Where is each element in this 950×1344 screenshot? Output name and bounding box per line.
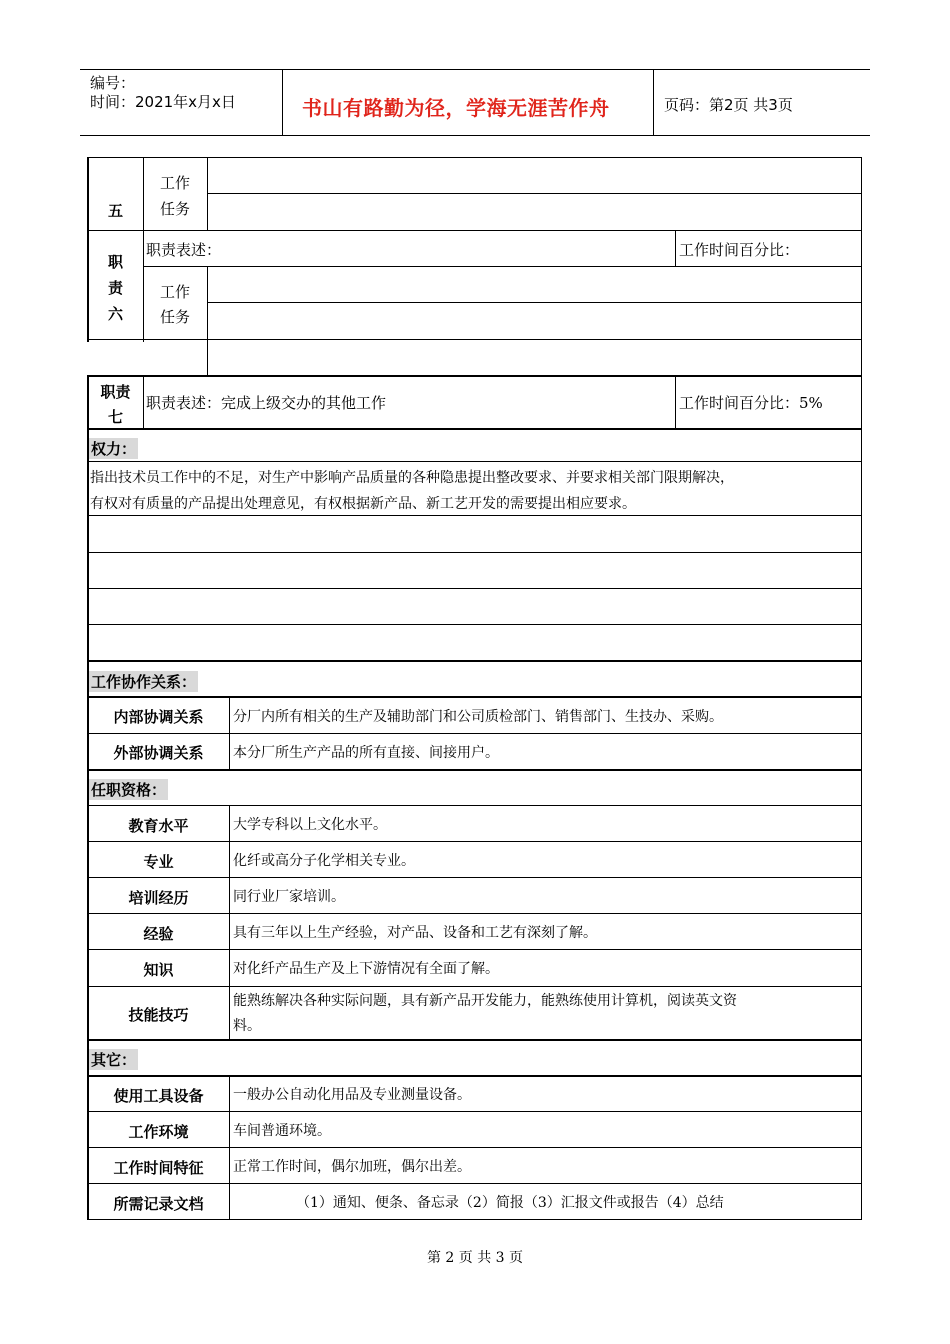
table-rule (87, 733, 862, 734)
table-rule (87, 1147, 862, 1148)
table-rule (229, 1076, 230, 1220)
records-value: （1）通知、便条、备忘录（2）简报（3）汇报文件或报告（4）总结 (296, 1195, 724, 1211)
table-rule (87, 877, 862, 878)
table-rule (143, 157, 144, 342)
header-top-rule (80, 69, 870, 70)
table-rule (87, 588, 862, 589)
duty5-label: 五 (107, 202, 123, 220)
duty6-time-percent: 工作时间百分比： (679, 241, 800, 259)
internal-coordination-value: 分厂内所有相关的生产及辅助部门和公司质检部门、销售部门、生技办、采购。 (233, 709, 723, 725)
tools-label: 使用工具设备 (113, 1087, 204, 1105)
skills-label: 技能技巧 (128, 1006, 189, 1024)
table-rule (87, 949, 862, 950)
header-divider (653, 69, 654, 135)
duty7-description: 职责表述：完成上级交办的其他工作 (146, 394, 387, 412)
document-date: 时间：2021年x月x日 (90, 93, 236, 111)
duty6-label: 责 (107, 279, 123, 297)
work-time-label: 工作时间特征 (113, 1159, 204, 1177)
cooperation-section-title: 工作协作关系： (91, 673, 197, 691)
duty6-label: 六 (107, 305, 123, 323)
table-rule (87, 157, 862, 158)
training-label: 培训经历 (128, 889, 189, 907)
knowledge-label: 知识 (143, 961, 174, 979)
external-coordination-value: 本分厂所生产产品的所有直接、间接用户。 (233, 745, 499, 761)
major-label: 专业 (143, 853, 174, 871)
other-section-title: 其它： (91, 1051, 137, 1069)
education-value: 大学专科以上文化水平。 (233, 817, 387, 833)
training-value: 同行业厂家培训。 (233, 889, 345, 905)
external-coordination-label: 外部协调关系 (113, 744, 204, 762)
header-divider (282, 69, 283, 135)
table-rule (87, 461, 862, 462)
table-rule (675, 230, 676, 267)
document-number: 编号： (90, 74, 136, 92)
table-rule (87, 913, 862, 914)
table-rule (87, 841, 862, 842)
table-rule (87, 986, 862, 987)
table-rule (207, 193, 862, 194)
table-rule (87, 696, 862, 698)
header-bottom-rule (80, 135, 870, 136)
table-rule (87, 805, 862, 806)
authority-section-title: 权力： (91, 440, 137, 458)
table-rule (207, 302, 862, 303)
duty5-task-label: 工作 (160, 174, 191, 192)
duty5-task-label: 任务 (160, 200, 191, 218)
duty7-time-percent: 工作时间百分比：5% (679, 394, 823, 412)
table-rule (675, 376, 676, 429)
table-rule (87, 624, 862, 625)
work-time-value: 正常工作时间，偶尔加班，偶尔出差。 (233, 1159, 471, 1175)
table-rule (143, 266, 862, 267)
table-rule (87, 1039, 862, 1041)
qualifications-section-title: 任职资格： (91, 781, 167, 799)
experience-value: 具有三年以上生产经验，对产品、设备和工艺有深刻了解。 (233, 925, 597, 941)
table-rule (87, 769, 862, 771)
page-indicator: 页码：第2页 共3页 (664, 96, 793, 114)
duty6-label: 职 (107, 253, 123, 271)
table-rule (87, 428, 862, 430)
skills-value: 料。 (233, 1018, 261, 1034)
environment-value: 车间普通环境。 (233, 1123, 331, 1139)
table-rule (87, 1075, 862, 1077)
table-border (861, 157, 862, 1220)
environment-label: 工作环境 (128, 1123, 189, 1141)
duty6-description: 职责表述： (146, 241, 222, 259)
table-rule (87, 339, 862, 340)
table-rule (207, 157, 208, 231)
major-value: 化纤或高分子化学相关专业。 (233, 853, 415, 869)
table-rule (87, 515, 862, 516)
table-rule (87, 660, 862, 662)
table-rule (87, 375, 862, 377)
table-rule (87, 230, 862, 231)
header-motto: 书山有路勤为径，学海无涯苦作舟 (302, 96, 610, 120)
experience-label: 经验 (143, 925, 174, 943)
table-rule (87, 552, 862, 553)
authority-text: 有权对有质量的产品提出处理意见，有权根据新产品、新工艺开发的需要提出相应要求。 (90, 496, 636, 512)
table-rule (87, 1219, 862, 1220)
skills-value: 能熟练解决各种实际问题，具有新产品开发能力，能熟练使用计算机，阅读英文资 (233, 993, 737, 1009)
authority-text: 指出技术员工作中的不足，对生产中影响产品质量的各种隐患提出整改要求、并要求相关部门限期解决， (90, 470, 734, 486)
page-footer: 第 2 页 共 3 页 (426, 1250, 524, 1266)
duty7-label: 职责 (100, 383, 131, 401)
duty6-task-label: 工作 (160, 283, 191, 301)
education-label: 教育水平 (128, 817, 189, 835)
table-rule (143, 376, 144, 429)
table-rule (87, 1183, 862, 1184)
table-rule (207, 266, 208, 376)
tools-value: 一般办公自动化用品及专业测量设备。 (233, 1087, 471, 1103)
internal-coordination-label: 内部协调关系 (113, 708, 204, 726)
records-label: 所需记录文档 (113, 1195, 204, 1213)
table-rule (87, 1111, 862, 1112)
knowledge-value: 对化纤产品生产及上下游情况有全面了解。 (233, 961, 499, 977)
duty7-label: 七 (107, 408, 123, 426)
duty6-task-label: 任务 (160, 308, 191, 326)
